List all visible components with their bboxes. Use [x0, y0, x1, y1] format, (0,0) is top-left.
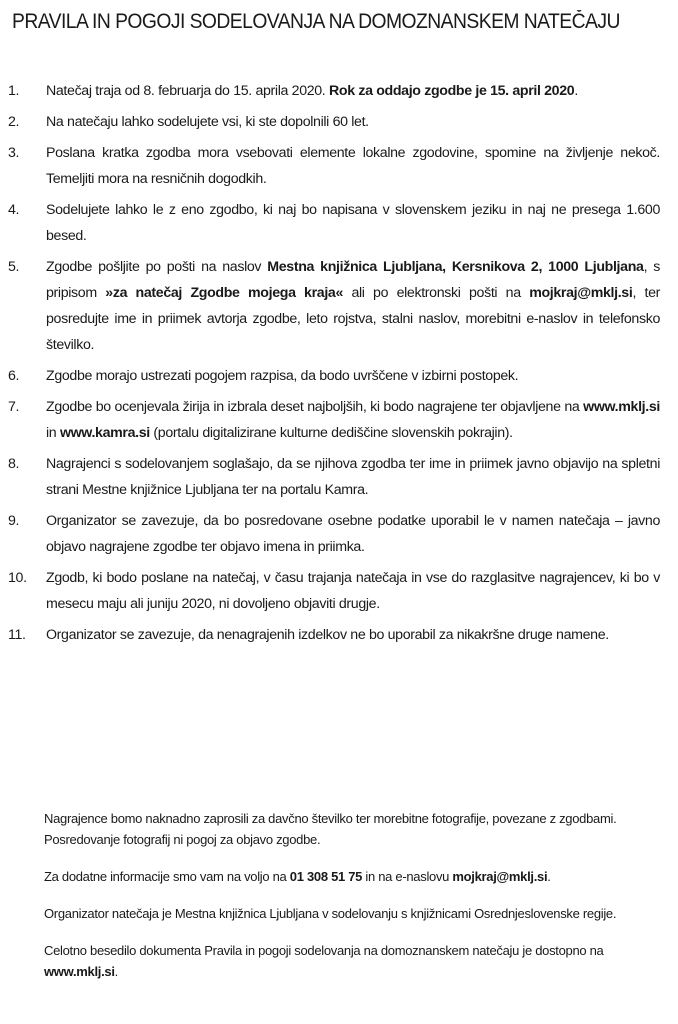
page-title: PRAVILA IN POGOJI SODELOVANJA NA DOMOZNANSKEM NATEČAJU	[12, 10, 620, 33]
rule-number: 4.	[8, 202, 20, 218]
rule-number: 9.	[8, 513, 20, 529]
note-awards: Nagrajence bomo naknadno zaprosili za davčno številko ter morebitne fotografije, povezane z zgodbami. Posredovanje fotografij ni pogoj za objavo zgodbe.	[44, 811, 617, 847]
rule-text: , ter posredujte ime in priimek avtorja zgodbe, leto rojstva, stalni naslov, morebitni e-naslov in telefonsko številko.	[46, 285, 660, 353]
rule-text: in	[46, 425, 60, 441]
rule-text: ali po elektronski pošti na	[343, 285, 530, 301]
rule-item-3	[8, 140, 660, 192]
email-link[interactable]: mojkraj@mklj.si	[529, 285, 633, 301]
rule-item-4	[8, 197, 660, 249]
rule-number: 5.	[8, 259, 20, 275]
rule-item-6	[8, 363, 660, 389]
rule-item-8	[8, 451, 660, 503]
rule-number: 8.	[8, 456, 20, 472]
rule-number: 11.	[8, 627, 26, 643]
kamra-link[interactable]: www.kamra.si	[59, 425, 150, 441]
rule-text: , s pripisom	[46, 259, 660, 301]
contact-email-link[interactable]: mojkraj@mklj.si	[452, 869, 548, 884]
rule-item-1	[8, 78, 660, 104]
note-text: Celotno besedilo dokumenta Pravila in pogoji sodelovanja na domoznanskem natečaju je dostopno na	[44, 943, 604, 958]
rule-deadline: Rok za oddajo zgodbe je 15. april 2020	[329, 83, 575, 99]
note-contact	[44, 866, 664, 887]
note-text: .	[114, 964, 118, 979]
note-full-text	[44, 940, 664, 982]
rule-text: Zgodb, ki bodo poslane na natečaj, v času trajanja natečaja in vse do razglasitve nagrajencev, ki bo v mesecu maju ali juniju 2020, ni dovoljeno objaviti drugje.	[46, 570, 660, 612]
rule-text: Zgodbe morajo ustrezati pogojem razpisa, da bodo uvrščene v izbirni postopek.	[46, 368, 519, 384]
rule-item-5	[8, 254, 660, 358]
rule-text: Organizator se zavezuje, da nenagrajenih izdelkov ne bo uporabil za nikakršne druge namene.	[46, 627, 609, 643]
rule-text: Poslana kratka zgodba mora vsebovati elemente lokalne zgodovine, spomine na življenje nekoč. Temeljiti mora na resničnih dogodkih.	[46, 145, 660, 187]
rule-number: 3.	[8, 145, 20, 161]
rule-text: Organizator se zavezuje, da bo posredovane osebne podatke uporabil le v namen natečaja – javno objavo nagrajene zgodbe ter objavo imena in priimka.	[46, 513, 660, 555]
rule-text: Natečaj traja od 8. februarja do 15. aprila 2020.	[46, 83, 329, 99]
rule-number: 10.	[8, 570, 27, 586]
rule-item-7	[8, 394, 660, 446]
rule-text: Sodelujete lahko le z eno zgodbo, ki naj bo napisana v slovenskem jeziku in naj ne presega 1.600 besed.	[46, 202, 660, 244]
rules-list	[8, 78, 660, 653]
rule-text: .	[574, 83, 578, 99]
envelope-note: »za natečaj Zgodbe mojega kraja«	[105, 285, 343, 301]
note-text: .	[547, 869, 551, 884]
notes-section	[44, 808, 664, 998]
rule-number: 2.	[8, 114, 20, 130]
rule-text: Na natečaju lahko sodelujete vsi, ki ste dopolnili 60 let.	[46, 114, 369, 130]
postal-address: Mestna knjižnica Ljubljana, Kersnikova 2, 1000 Ljubljana	[267, 259, 644, 275]
rule-item-11	[8, 622, 660, 648]
rule-text: Nagrajenci s sodelovanjem soglašajo, da se njihova zgodba ter ime in priimek javno objavijo na spletni strani Mestne knjižnice Ljubljana ter na portalu Kamra.	[46, 456, 660, 498]
phone-number[interactable]: 01 308 51 75	[289, 869, 363, 884]
rule-text: Zgodbe bo ocenjevala žirija in izbrala deset najboljših, ki bodo nagrajene ter objavljene na	[46, 399, 584, 415]
mklj-link[interactable]: www.mklj.si	[583, 399, 660, 415]
rule-item-2	[8, 109, 660, 135]
rule-item-9	[8, 508, 660, 560]
note-text: in na e-naslovu	[362, 869, 453, 884]
note-organizer: Organizator natečaja je Mestna knjižnica Ljubljana v sodelovanju s knjižnicami Osrednjeslovenske regije.	[44, 906, 617, 921]
note-text: Za dodatne informacije smo vam na voljo na	[44, 869, 290, 884]
rule-text: Zgodbe pošljite po pošti na naslov	[46, 259, 268, 275]
rule-number: 6.	[8, 368, 20, 384]
rule-item-10	[8, 565, 660, 617]
website-link[interactable]: www.mklj.si	[44, 964, 115, 979]
rule-number: 1.	[8, 83, 20, 99]
rule-text: (portalu digitalizirane kulturne dediščine slovenskih pokrajin).	[149, 425, 513, 441]
rule-number: 7.	[8, 399, 20, 415]
